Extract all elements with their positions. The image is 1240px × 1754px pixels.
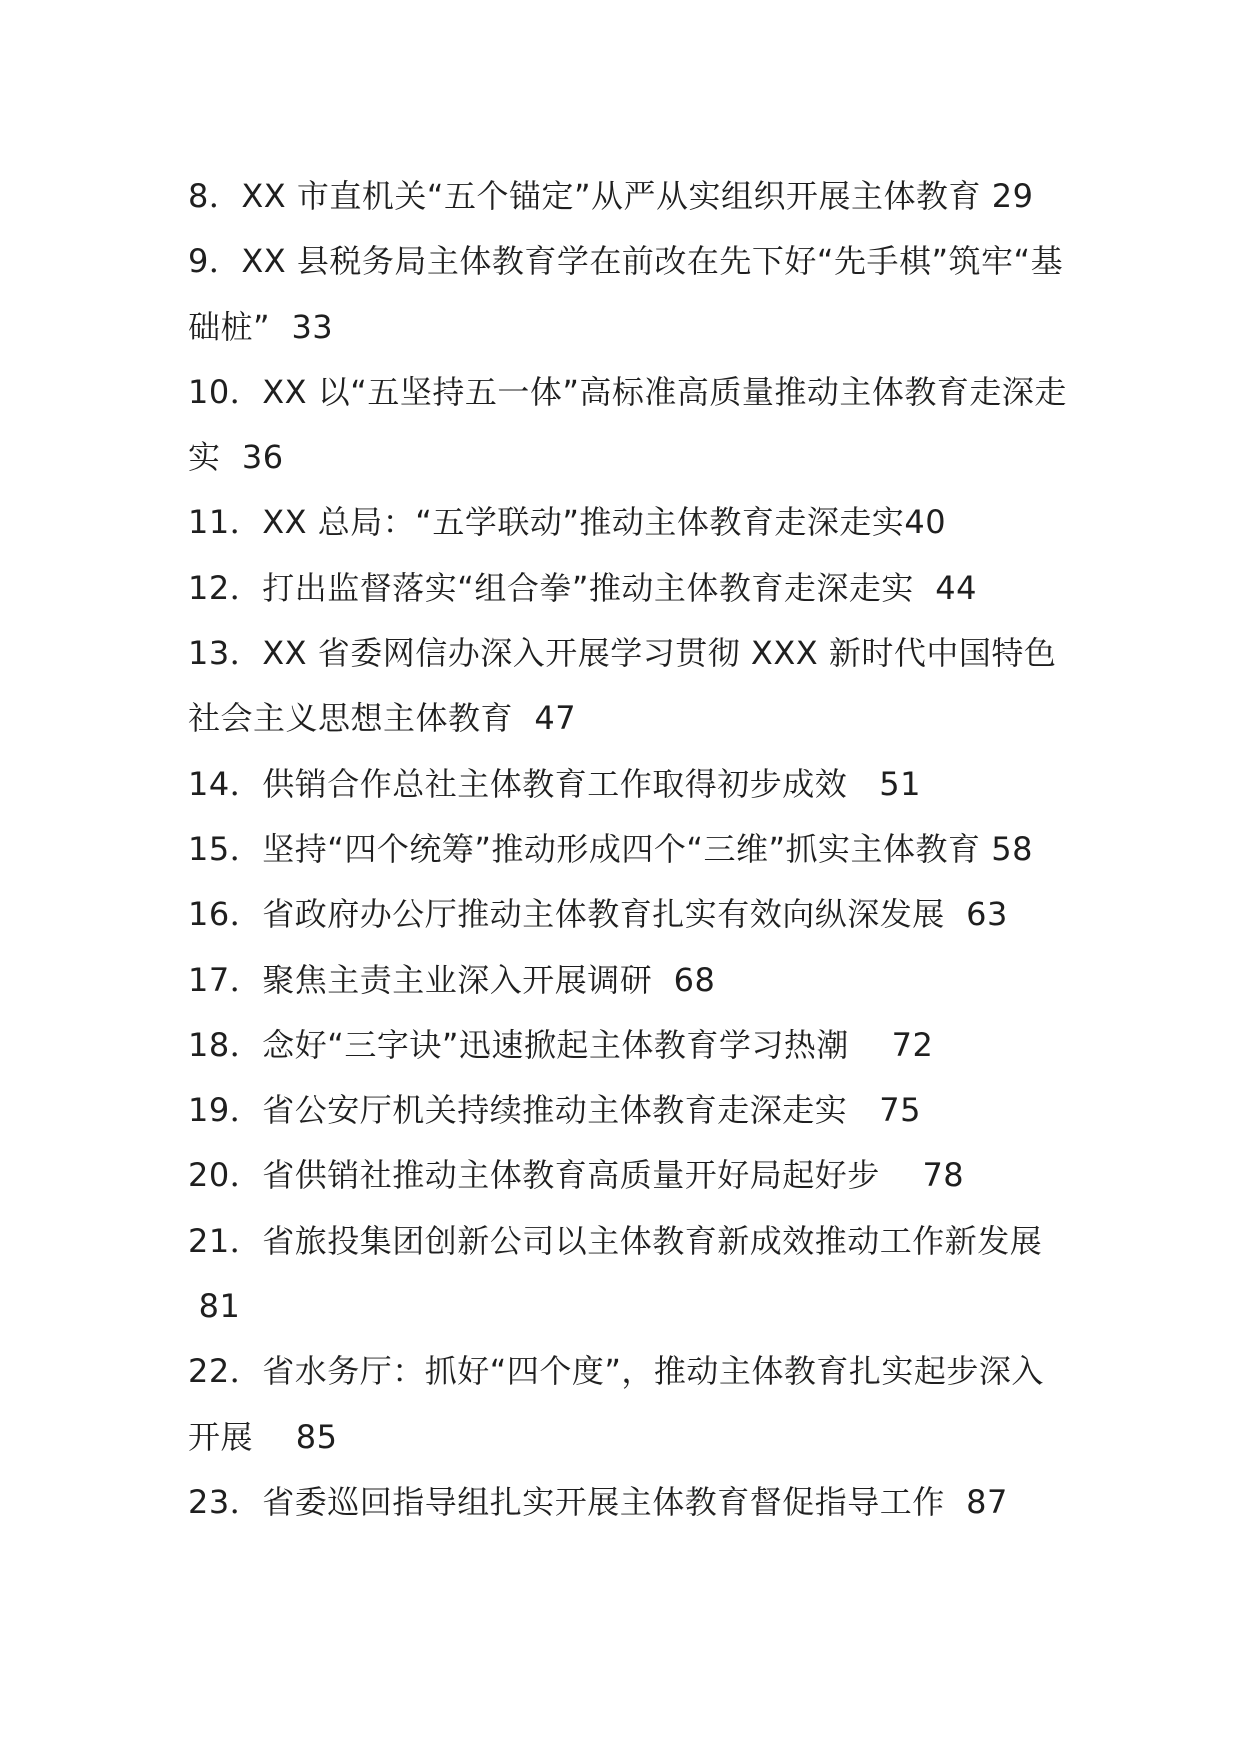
toc-entry-separator: [513, 699, 534, 737]
toc-entry-separator: [914, 569, 935, 607]
toc-entry-page: 78: [922, 1156, 965, 1195]
toc-entry-separator: [253, 1418, 296, 1456]
toc-entry-page: 47: [534, 699, 577, 738]
toc-entry[interactable]: [188, 1209, 1068, 1340]
toc-entry-title: 省供销社推动主体教育高质量开好局起好步: [262, 1156, 880, 1195]
toc-entry-separator: [221, 438, 242, 476]
toc-entry[interactable]: [188, 1339, 1068, 1470]
toc-entry-number: 19．: [188, 1091, 263, 1130]
toc-entry-page: 87: [966, 1482, 1008, 1521]
toc-entry-title: 供销合作总社主体教育工作取得初步成效: [262, 764, 848, 803]
toc-entry-page: 72: [891, 1025, 934, 1064]
toc-entry-separator: [847, 765, 879, 803]
toc-entry-separator: [188, 1287, 199, 1325]
toc-entry-title: XX 以“五坚持五一体”高标准高质量推动主体教育走深走实: [188, 372, 1067, 477]
toc-entry-number: 13．: [188, 634, 263, 673]
toc-entry-title: 省水务厅：抓好“四个度”，推动主体教育扎实起步深入开展: [188, 1352, 1044, 1456]
toc-entry-title: XX 总局：“五学联动”推动主体教育走深走实: [262, 503, 905, 542]
toc-entry-page: 85: [295, 1417, 338, 1456]
toc-entry-title: XX 市直机关“五个锚定”从严从实组织开展主体教育: [241, 177, 982, 215]
toc-entry-separator: [945, 895, 966, 933]
toc-entry-title: XX 县税务局主体教育学在前改在先下好“先手棋”筑牢“基础桩”: [188, 242, 1064, 346]
toc-entry-title: 省委巡回指导组扎实开展主体教育督促指导工作: [262, 1482, 945, 1521]
toc-entry-number: 23．: [188, 1482, 263, 1521]
toc-entry-number: 16．: [188, 895, 263, 934]
toc-entry-separator: [880, 1156, 923, 1194]
toc-entry[interactable]: [188, 621, 1068, 752]
toc-entry[interactable]: [188, 882, 1068, 947]
toc-entry-title: 打出监督落实“组合拳”推动主体教育走深走实: [262, 568, 914, 607]
toc-entry-separator: [981, 177, 992, 215]
toc-entry-separator: [270, 308, 291, 346]
toc-entry-page: 51: [879, 764, 921, 803]
toc-entry-separator: [945, 1483, 966, 1521]
toc-entry-separator: [849, 1026, 892, 1064]
toc-entry-number: 17．: [188, 960, 263, 999]
toc-entry[interactable]: [188, 229, 1068, 360]
toc-entry-title: XX 省委网信办深入开展学习贯彻 XXX 新时代中国特色社会主义思想主体教育: [188, 634, 1057, 738]
toc-entry-title: 省政府办公厅推动主体教育扎实有效向纵深发展: [262, 895, 945, 934]
toc-entry-title: 坚持“四个统筹”推动形成四个“三维”抓实主体教育: [262, 829, 981, 868]
toc-entry[interactable]: [188, 1143, 1068, 1208]
toc-entry-number: 9．: [188, 242, 242, 281]
toc-entry[interactable]: [188, 1013, 1068, 1078]
toc-entry-page: 63: [966, 895, 1008, 934]
toc-entry[interactable]: [188, 1078, 1068, 1143]
toc-entry-page: 58: [991, 829, 1033, 868]
toc-entry-title: 省公安厅机关持续推动主体教育走深走实: [262, 1091, 848, 1130]
toc-entry-number: 20．: [188, 1156, 263, 1195]
toc-entry-page: 68: [673, 960, 716, 999]
toc-entry-page: 29: [991, 177, 1034, 215]
toc-entry-number: 10．: [188, 372, 263, 411]
toc-entry-title: 聚焦主责主业深入开展调研: [262, 960, 653, 999]
toc-entry-separator: [847, 1091, 879, 1129]
toc-entry-number: 22．: [188, 1352, 263, 1391]
toc-entry-page: 33: [291, 307, 334, 346]
toc-entry-number: 18．: [188, 1025, 263, 1064]
toc-entry-separator: [652, 961, 673, 999]
toc-entry-number: 14．: [188, 764, 263, 803]
toc-entry-number: 11．: [188, 503, 263, 542]
toc-entry-page: 36: [241, 438, 284, 477]
toc-entry-page: 44: [935, 568, 977, 607]
toc-entry-page: 40: [904, 503, 947, 542]
toc-entry-number: 21．: [188, 1221, 263, 1260]
toc-entry-separator: [981, 830, 992, 868]
toc-entry-number: 15．: [188, 829, 263, 868]
toc-entry-page: 81: [198, 1287, 241, 1326]
toc-entry[interactable]: [188, 490, 1068, 555]
toc-entry[interactable]: [188, 556, 1068, 621]
toc-entry-title: 省旅投集团创新公司以主体教育新成效推动工作新发展: [262, 1221, 1043, 1260]
toc-entry-number: 8．: [188, 177, 242, 215]
toc-entry-number: 12．: [188, 568, 263, 607]
toc-entry-title: 念好“三字诀”迅速掀起主体教育学习热潮: [262, 1025, 849, 1064]
toc-entry[interactable]: [188, 752, 1068, 817]
toc-entry-page: 75: [879, 1091, 921, 1130]
toc-entry[interactable]: [188, 948, 1068, 1013]
toc-entry[interactable]: [188, 1470, 1068, 1535]
table-of-contents: [188, 164, 1068, 1535]
toc-entry[interactable]: [188, 817, 1068, 882]
toc-entry[interactable]: [188, 360, 1068, 491]
toc-entry[interactable]: [188, 164, 1068, 229]
